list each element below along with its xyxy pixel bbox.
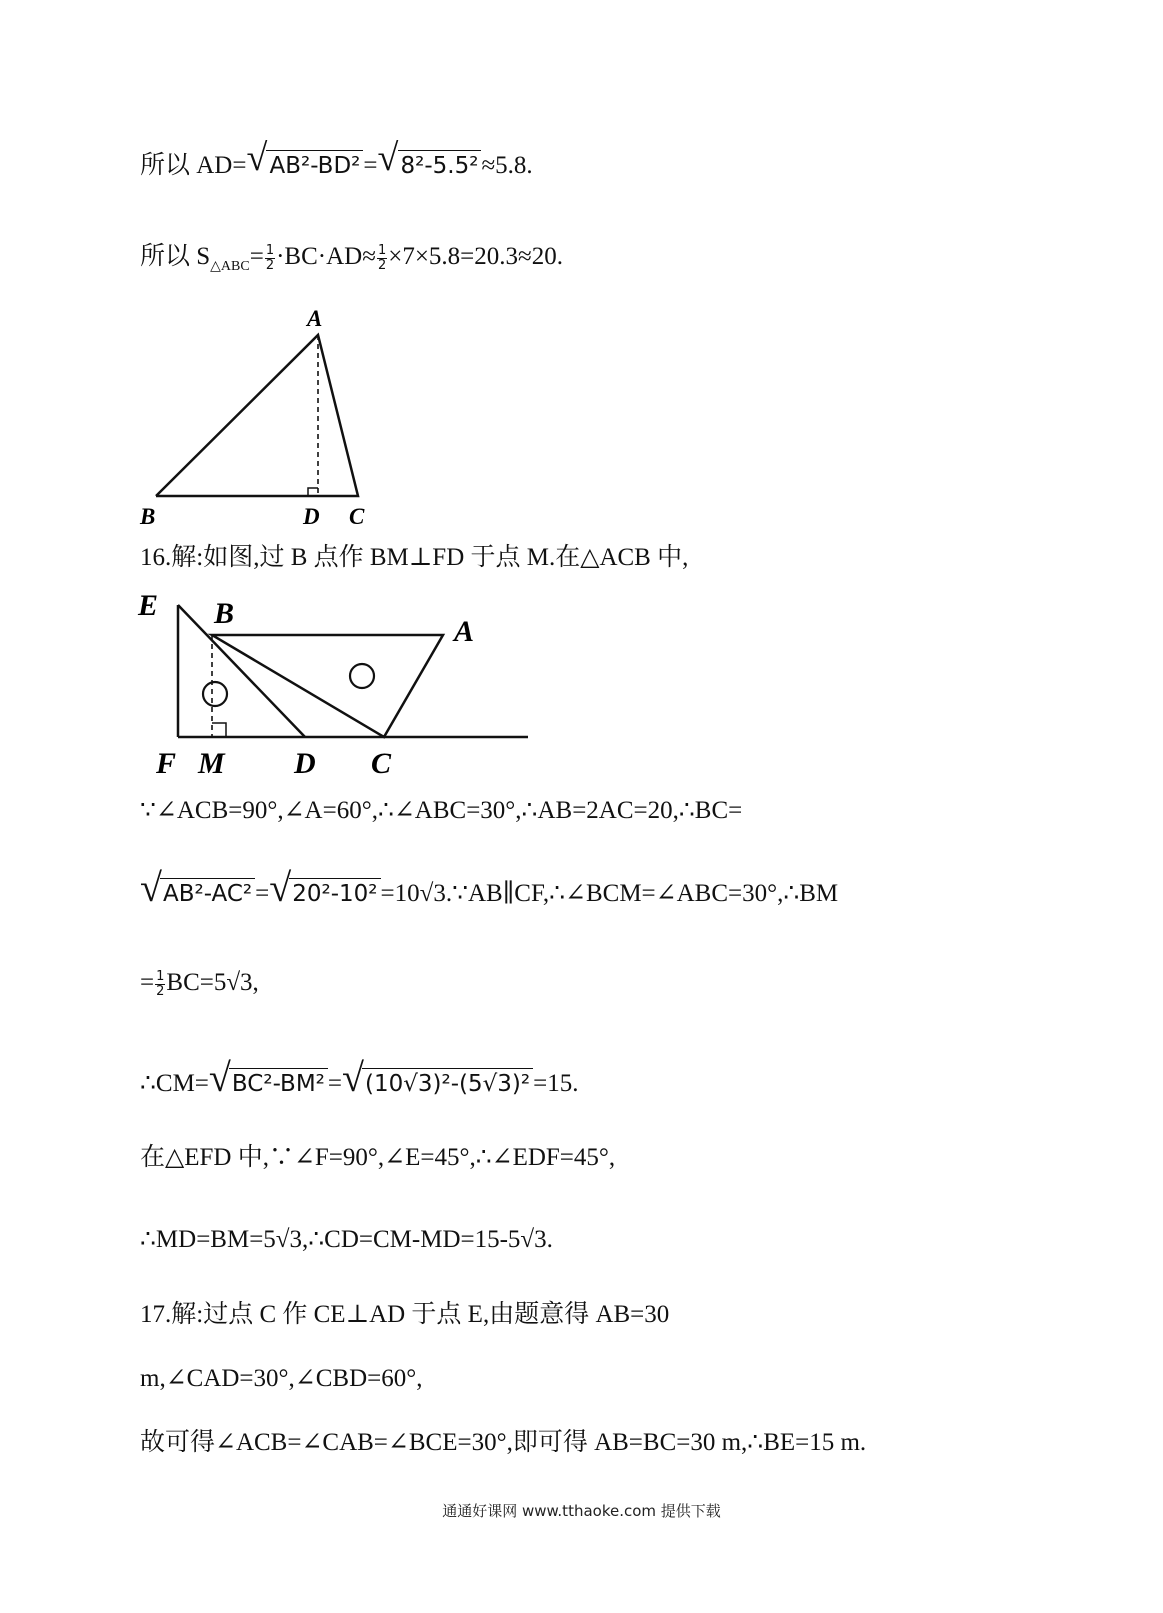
q16-line5: 在△EFD 中,∵∠F=90°,∠E=45°,∴∠EDF=45°, [140, 1144, 616, 1171]
angle-mark-1 [203, 682, 227, 706]
label-d: D [303, 504, 320, 529]
q17-line3: 故可得∠ACB=∠CAB=∠BCE=30°,即可得 AB=BC=30 m,∴BE=15 m. [140, 1429, 867, 1456]
text: 所以 S [140, 243, 211, 270]
text: ≈5.8. [481, 152, 533, 179]
label-c: C [349, 504, 365, 529]
label-a: A [454, 615, 475, 648]
radicand: BC²-BM² [229, 1068, 328, 1099]
label-b: B [214, 597, 235, 630]
side-ed [178, 605, 305, 737]
sqrt-ab-bd: √ AB²-BD² [246, 150, 363, 181]
label-a: A [307, 306, 323, 331]
label-m: M [198, 747, 225, 780]
radicand: 20²-10² [289, 878, 380, 909]
q16-line2 [140, 865, 839, 910]
q16-line4 [140, 1055, 579, 1100]
numerator: 1 [265, 243, 275, 259]
text: BC=5√3, [166, 969, 259, 996]
equation-area [140, 242, 563, 276]
denominator: 2 [377, 257, 387, 273]
q16-line6: ∴MD=BM=5√3,∴CD=CM-MD=15-5√3. [140, 1226, 553, 1253]
equation-ad [140, 137, 533, 181]
label-f: F [156, 747, 177, 780]
fraction [265, 244, 275, 272]
radicand: 8²-5.5² [398, 150, 482, 181]
q17-line2: m,∠CAD=30°,∠CBD=60°, [140, 1365, 423, 1392]
text: = [363, 152, 378, 179]
radicand: (10√3)²-(5√3)² [362, 1068, 533, 1099]
triangle-figure [130, 300, 390, 532]
angle-mark-2 [350, 664, 374, 688]
label-b: B [140, 504, 156, 529]
text: 所以 AD= [140, 152, 247, 179]
denominator: 2 [156, 983, 165, 999]
numerator: 1 [377, 243, 387, 259]
q17-line1: 17.解:过点 C 作 CE⊥AD 于点 E,由题意得 AB=30 [140, 1301, 670, 1328]
triangle-abc [156, 335, 358, 496]
label-c: C [371, 747, 392, 780]
sqrt-numbers: √ 8²-5.5² [378, 150, 482, 181]
q16-line1: ∵∠ACB=90°,∠A=60°,∴∠ABC=30°,∴AB=2AC=20,∴BC= [140, 797, 743, 824]
triangle-abc [212, 635, 443, 737]
text: = [249, 243, 264, 270]
radicand: AB²-BD² [266, 150, 363, 181]
text: = [140, 969, 155, 996]
numerator: 1 [156, 969, 165, 985]
text: = [255, 880, 270, 907]
sqrt-20-10: √ 20²-10² [269, 878, 380, 909]
text: = [327, 1070, 343, 1097]
text: ·BC·AD≈ [276, 243, 376, 270]
fraction [155, 970, 165, 998]
fraction [377, 244, 387, 272]
sqrt-bc-bm: √ BC²-BM² [209, 1068, 328, 1099]
text: ×7×5.8=20.3≈20. [388, 243, 564, 270]
footer: 通通好课网 www.tthaoke.com 提供下载 [442, 1502, 721, 1520]
label-e: E [138, 589, 159, 622]
text: ∴CM= [140, 1070, 209, 1097]
text: =15. [533, 1070, 579, 1097]
text: =10√3.∵AB∥CF,∴∠BCM=∠ABC=30°,∴BM [380, 880, 839, 907]
triangle-ruler-figure [130, 585, 550, 785]
radicand: AB²-AC² [160, 878, 255, 909]
q16-intro: 16.解:如图,过 B 点作 BM⊥FD 于点 M.在△ACB 中, [140, 544, 689, 571]
sqrt-ab-ac: √ AB²-AC² [140, 878, 255, 909]
q16-line3 [140, 968, 259, 998]
subscript: △ABC [210, 259, 250, 274]
denominator: 2 [265, 257, 275, 273]
right-angle-mark [212, 723, 226, 737]
label-d: D [294, 747, 316, 780]
sqrt-expression: √ (10√3)²-(5√3)² [342, 1068, 533, 1099]
